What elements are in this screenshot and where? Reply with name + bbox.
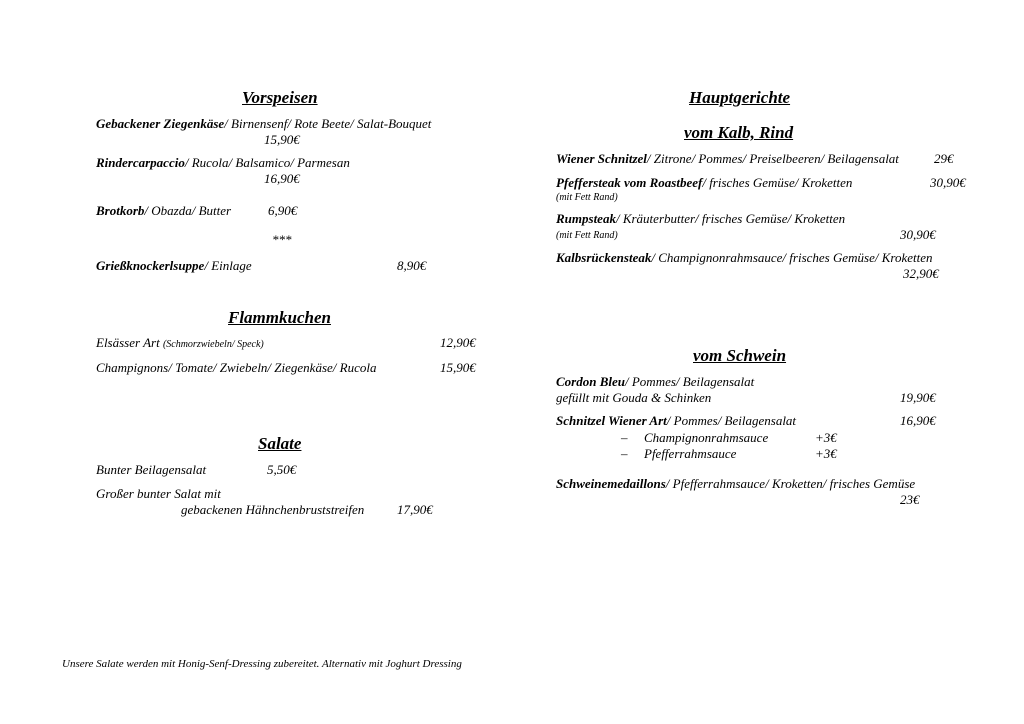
note-rumpsteak: (mit Fett Rand) [556, 230, 618, 241]
item-name: Kalbsrückensteak [556, 250, 652, 265]
item-name: Elsässer Art [96, 335, 163, 350]
kalb-rind-subheading: vom Kalb, Rind [684, 123, 794, 142]
footnote: Unsere Salate werden mit Honig-Senf-Dressing zubereitet. Alternativ mit Joghurt Dressing [62, 658, 462, 670]
menu-item-cordon [556, 374, 754, 390]
option-dash: – [621, 446, 628, 461]
vorspeisen-heading: Vorspeisen [242, 88, 318, 107]
item-name: Gebackener Ziegenkäse [96, 116, 225, 131]
price-suppe: 8,90€ [397, 258, 427, 273]
price-kalbsruecken: 32,90€ [903, 266, 939, 281]
item-desc: / Champignonrahmsauce/ frisches Gemüse/ Kroketten [651, 250, 933, 265]
item-name: Schweinemedaillons [556, 476, 666, 491]
menu-item-pfeffersteak [556, 175, 852, 191]
item-desc: / Einlage [204, 258, 252, 273]
price-pfeffersteak: 30,90€ [930, 175, 966, 190]
schwein-subheading: vom Schwein [693, 346, 787, 365]
item-name: Brotkorb [96, 203, 145, 218]
menu-item-suppe [96, 258, 252, 274]
menu-item-brotkorb [96, 203, 231, 219]
note-pfeffersteak: (mit Fett Rand) [556, 192, 618, 203]
item-name: Schnitzel Wiener Art [556, 413, 667, 428]
price-ziegenkaese: 15,90€ [264, 132, 300, 147]
item-name: Rindercarpaccio [96, 155, 185, 170]
price-cordon: 19,90€ [900, 390, 936, 405]
item-desc: / frisches Gemüse/ Kroketten [702, 175, 853, 190]
item-name: Grießknockerlsuppe [96, 258, 205, 273]
menu-item-schnitzel [556, 413, 796, 429]
option-dash: – [621, 430, 628, 445]
menu-item-wiener [556, 151, 899, 167]
item-name: Wiener Schnitzel [556, 151, 647, 166]
item-name: Rumpsteak [556, 211, 616, 226]
price-rumpsteak: 30,90€ [900, 227, 936, 242]
item-desc: / Pommes/ Beilagensalat [625, 374, 755, 389]
option-label: Pfefferrahmsauce [644, 446, 737, 461]
menu-item-grosser-line2: gebackenen Hähnchenbruststreifen [181, 502, 365, 517]
menu-item-carpaccio [96, 155, 350, 171]
salate-heading: Salate [258, 434, 302, 453]
menu-item-kalbsruecken [556, 250, 933, 266]
hauptgerichte-heading: Hauptgerichte [689, 88, 791, 107]
item-desc: / Obazda/ Butter [144, 203, 232, 218]
item-desc: / Zitrone/ Pommes/ Preiselbeeren/ Beilagensalat [646, 151, 899, 166]
item-desc: / Pommes/ Beilagensalat [666, 413, 797, 428]
price-champignons: 15,90€ [440, 360, 476, 375]
menu-item-rumpsteak [556, 211, 845, 227]
item-name: Cordon Bleu [556, 374, 625, 389]
item-name: Pfeffersteak vom Roastbeef [556, 175, 703, 190]
item-desc: / Birnensenf/ Rote Beete/ Salat-Bouquet [224, 116, 432, 131]
option-price: +3€ [815, 446, 837, 461]
item-desc: / Rucola/ Balsamico/ Parmesan [184, 155, 350, 170]
menu-item-elsaesser [96, 335, 264, 351]
cordon-line2: gefüllt mit Gouda & Schinken [556, 390, 712, 405]
menu-item-ziegenkaese [96, 116, 431, 132]
separator: *** [272, 232, 292, 247]
menu-item-grosser-line1: Großer bunter Salat mit [96, 486, 221, 501]
price-brotkorb: 6,90€ [268, 203, 298, 218]
menu-item-bunter: Bunter Beilagensalat [96, 462, 207, 477]
price-medaillons: 23€ [900, 492, 920, 507]
option-price: +3€ [815, 430, 837, 445]
menu-item-medaillons [556, 476, 915, 492]
price-bunter: 5,50€ [267, 462, 297, 477]
price-schnitzel: 16,90€ [900, 413, 936, 428]
item-desc: (Schmorzwiebeln/ Speck) [162, 339, 264, 350]
price-wiener: 29€ [934, 151, 954, 166]
menu-item-champignons: Champignons/ Tomate/ Zwiebeln/ Ziegenkäse/ Rucola [96, 360, 377, 375]
price-carpaccio: 16,90€ [264, 171, 300, 186]
price-grosser: 17,90€ [397, 502, 433, 517]
flammkuchen-heading: Flammkuchen [228, 308, 331, 327]
item-desc: / Kräuterbutter/ frisches Gemüse/ Kroketten [615, 211, 846, 226]
option-label: Champignonrahmsauce [644, 430, 769, 445]
item-desc: / Pfefferrahmsauce/ Kroketten/ frisches Gemüse [665, 476, 916, 491]
price-elsaesser: 12,90€ [440, 335, 476, 350]
